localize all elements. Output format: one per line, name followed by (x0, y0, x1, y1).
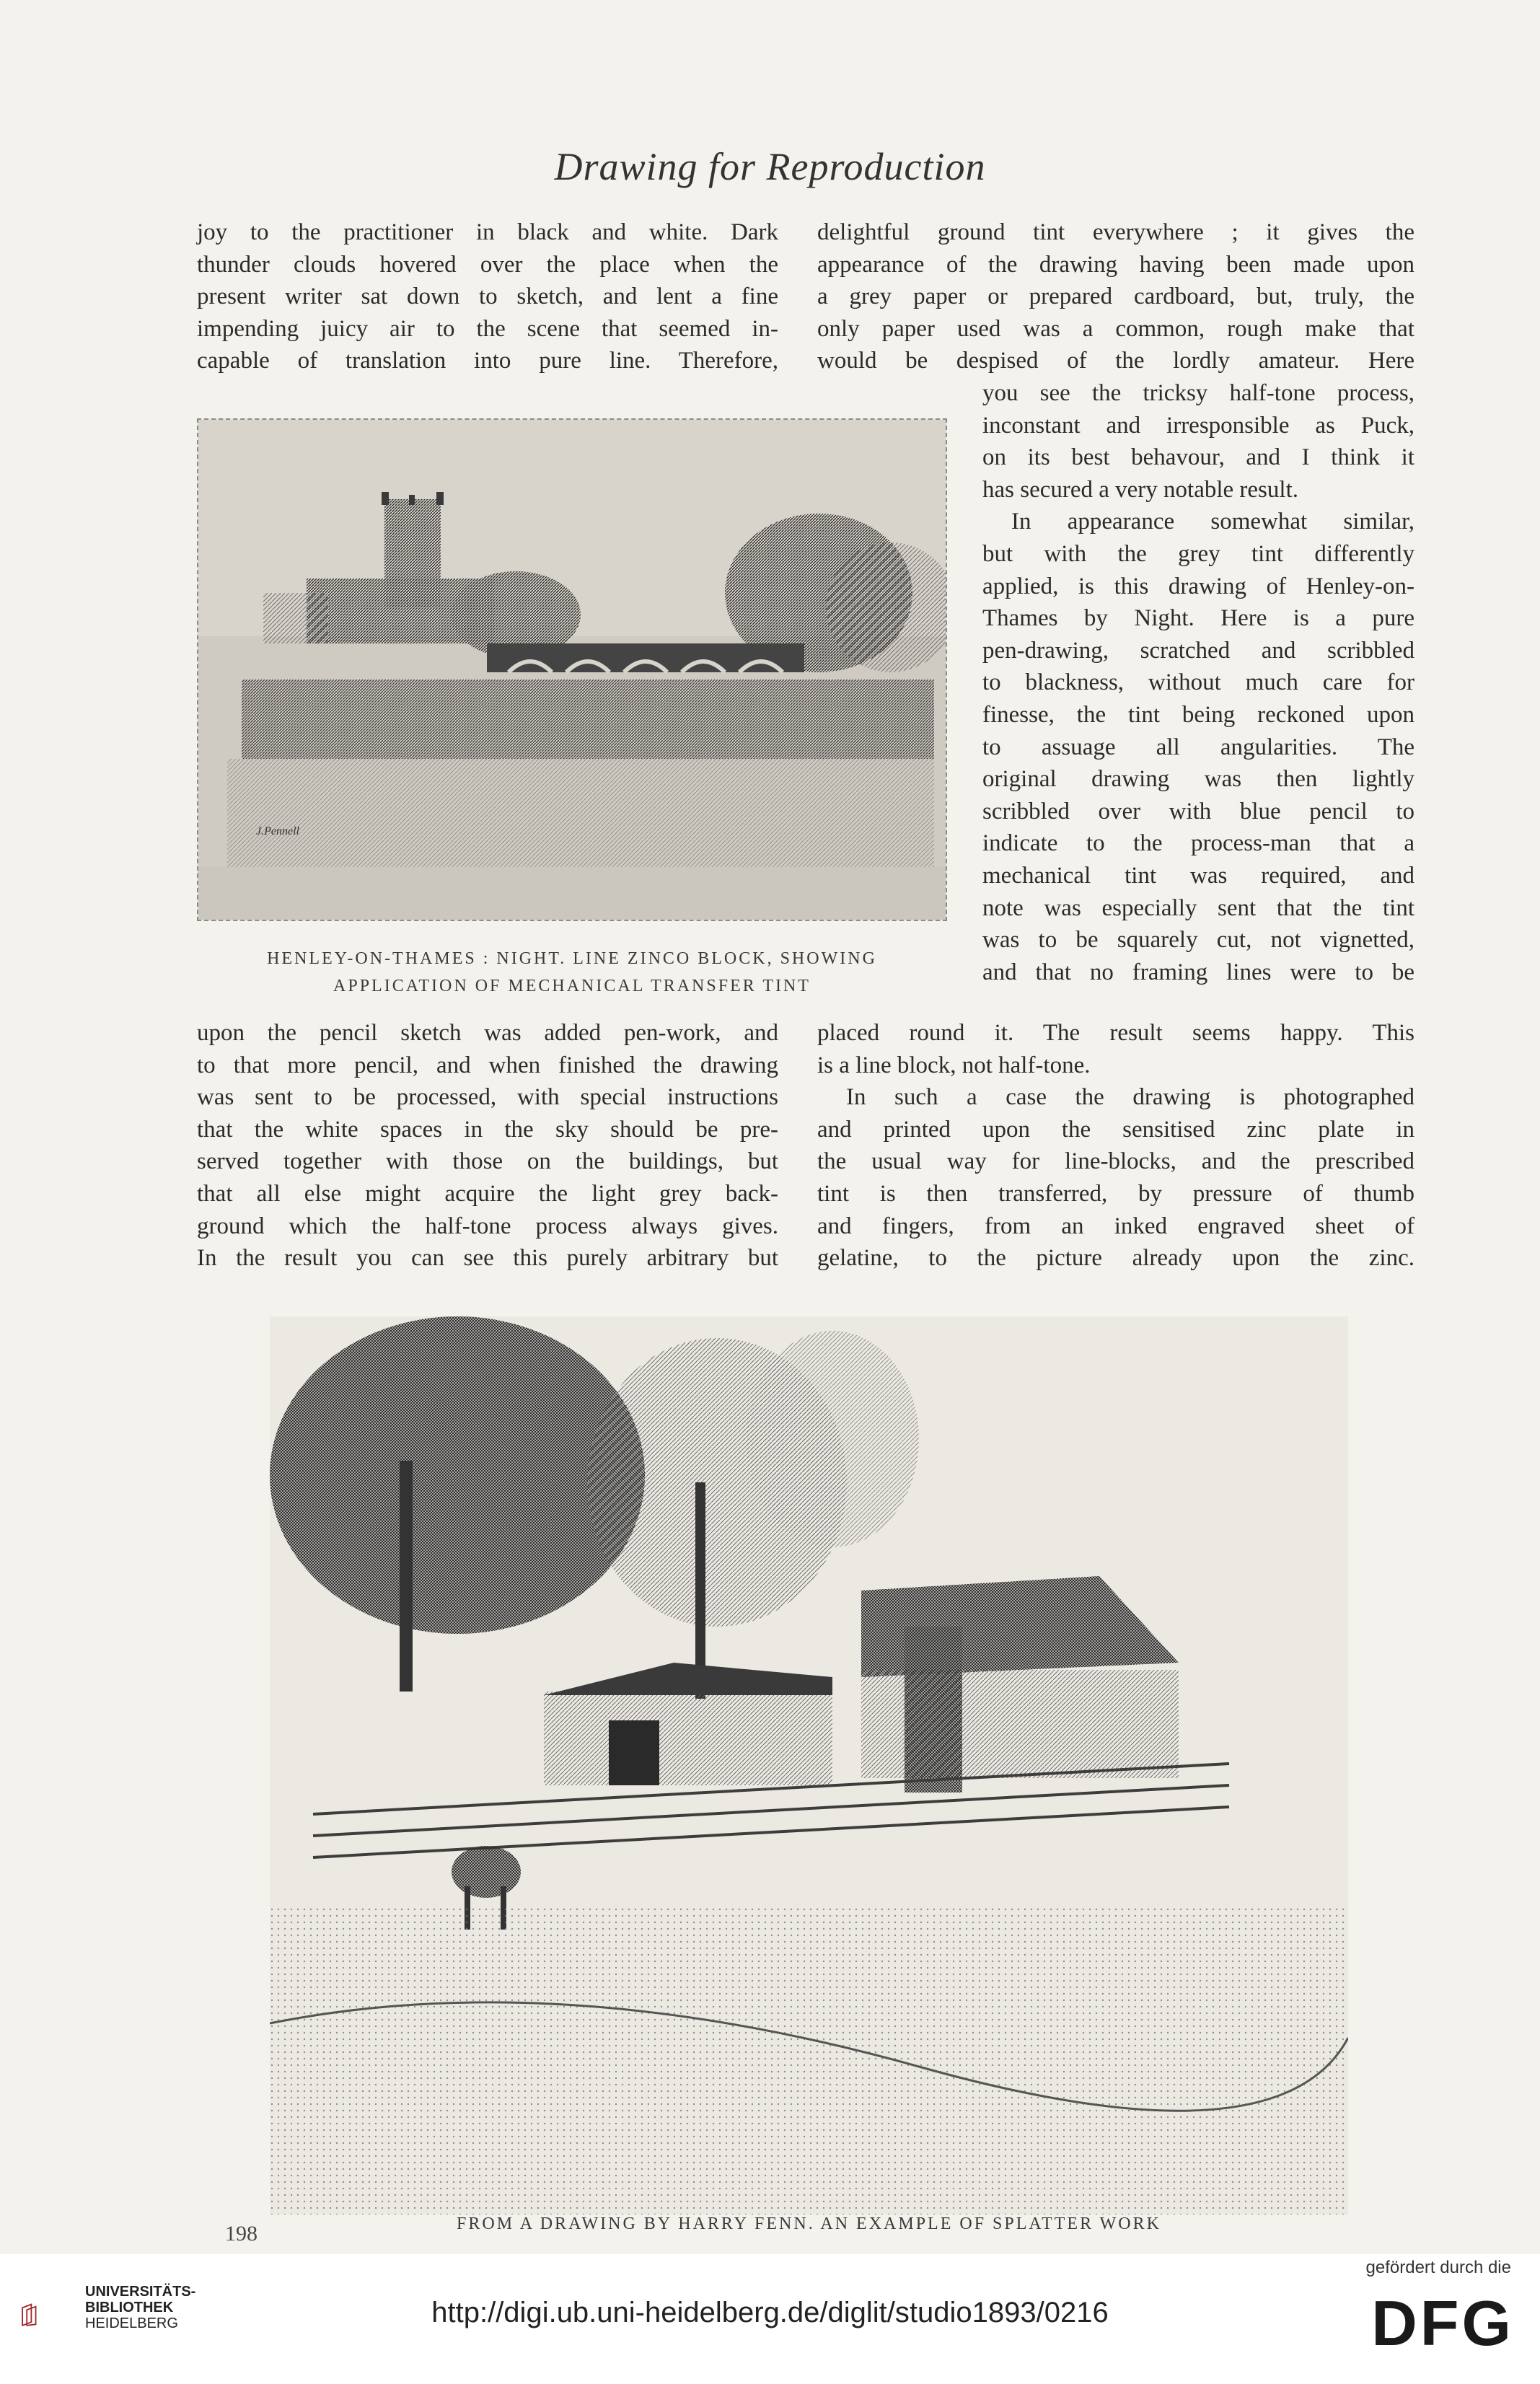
text-line: In the result you can see this purely arbitrary but (197, 1245, 778, 1272)
text-line: to assuage all angularities. The (982, 734, 1414, 760)
source-url-link[interactable]: http://digi.ub.uni-heidelberg.de/diglit/studio1893/0216 (431, 2297, 1109, 2328)
text-line: finesse, the tint being reckoned upon (982, 701, 1414, 728)
dfg-logo: DFG (1371, 2287, 1514, 2359)
text-column-left-top (197, 216, 778, 377)
text-line: but with the grey tint differently (982, 540, 1414, 567)
library-line: UNIVERSITÄTS- (85, 2284, 196, 2300)
text-line: would be despised of the lordly amateur. Here (817, 348, 1414, 374)
text-line: is a line block, not half-tone. (817, 1052, 1091, 1078)
text-line: delightful ground tint everywhere ; it gives the (817, 219, 1414, 245)
text-line: to that more pencil, and when finished the drawing (197, 1052, 778, 1078)
text-line: and fingers, from an inked engraved sheet of (817, 1213, 1414, 1239)
text-line: on its best behavour, and I think it (982, 444, 1414, 471)
artist-signature: J.Pennell (256, 825, 299, 837)
text-line: original drawing was then lightly (982, 766, 1414, 793)
funding-note: gefördert durch die (1365, 2258, 1511, 2277)
text-line: and printed upon the sensitised zinc plate in (817, 1116, 1414, 1143)
illustration-henley-on-thames (197, 418, 947, 921)
text-column-right-wrap (982, 377, 1414, 988)
text-column-right-top (817, 216, 1414, 377)
library-line: HEIDELBERG (85, 2315, 178, 2331)
text-line: ground which the half-tone process always gives. (197, 1213, 778, 1239)
text-line: present writer sat down to sketch, and lent a fine (197, 283, 778, 310)
text-line: that the white spaces in the sky should be pre- (197, 1116, 778, 1143)
text-line: appearance of the drawing having been made upon (817, 251, 1414, 278)
text-line: mechanical tint was required, and (982, 862, 1414, 889)
text-line: In appearance somewhat similar, (1011, 509, 1414, 535)
text-line: placed round it. The result seems happy. This (817, 1020, 1414, 1046)
caption-line: APPLICATION OF MECHANICAL TRANSFER TINT (333, 977, 811, 995)
text-line: gelatine, to the picture already upon the zinc. (817, 1245, 1414, 1272)
text-line: applied, is this drawing of Henley-on- (982, 573, 1414, 599)
text-line: scribbled over with blue pencil to (982, 798, 1414, 824)
henley-drawing (198, 420, 946, 920)
text-line: indicate to the process-man that a (982, 830, 1414, 857)
page-number: 198 (225, 2222, 258, 2246)
text-line: thunder clouds hovered over the place when the (197, 251, 778, 278)
text-line: inconstant and irresponsible as Puck, (982, 412, 1414, 439)
text-line: pen-drawing, scratched and scribbled (982, 637, 1414, 664)
text-line: impending juicy air to the scene that seemed in- (197, 315, 778, 342)
library-line: BIBLIOTHEK (85, 2300, 174, 2315)
text-line: In such a case the drawing is photographed (846, 1084, 1414, 1111)
text-column-right-bottom (817, 1017, 1414, 1275)
text-line: note was especially sent that the tint (982, 894, 1414, 921)
text-line: that all else might acquire the light grey back- (197, 1180, 778, 1207)
cabin-drawing (270, 1316, 1348, 2214)
text-column-left-bottom (197, 1017, 778, 1275)
text-line: you see the tricksy half-tone process, (982, 380, 1414, 406)
text-line: only paper used was a common, rough make that (817, 315, 1414, 342)
illustration-harry-fenn-cabin (270, 1316, 1348, 2214)
text-line: tint is then transferred, by pressure of thumb (817, 1180, 1414, 1207)
caption-fenn: FROM A DRAWING BY HARRY FENN. AN EXAMPLE OF SPLATTER WORK (457, 2214, 1161, 2233)
caption-henley (197, 945, 947, 1000)
text-line: was sent to be processed, with special instructions (197, 1084, 778, 1111)
text-line: to blackness, without much care for (982, 669, 1414, 696)
text-line: a grey paper or prepared cardboard, but, truly, the (817, 283, 1414, 310)
text-line: joy to the practitioner in black and white. Dark (197, 219, 778, 245)
text-line: Thames by Night. Here is a pure (982, 605, 1414, 632)
text-line: capable of translation into pure line. Therefore, (197, 348, 778, 374)
text-line: the usual way for line-blocks, and the prescribed (817, 1148, 1414, 1175)
text-line: and that no framing lines were to be (982, 959, 1414, 985)
caption-line: HENLEY-ON-THAMES : NIGHT. LINE ZINCO BLOCK, SHOWING (267, 949, 877, 968)
text-line: has secured a very notable result. (982, 476, 1298, 503)
text-line: served together with those on the buildings, but (197, 1148, 778, 1175)
text-line: was to be squarely cut, not vignetted, (982, 927, 1414, 954)
text-line: upon the pencil sketch was added pen-work, and (197, 1020, 778, 1046)
running-head: Drawing for Reproduction (554, 145, 986, 188)
